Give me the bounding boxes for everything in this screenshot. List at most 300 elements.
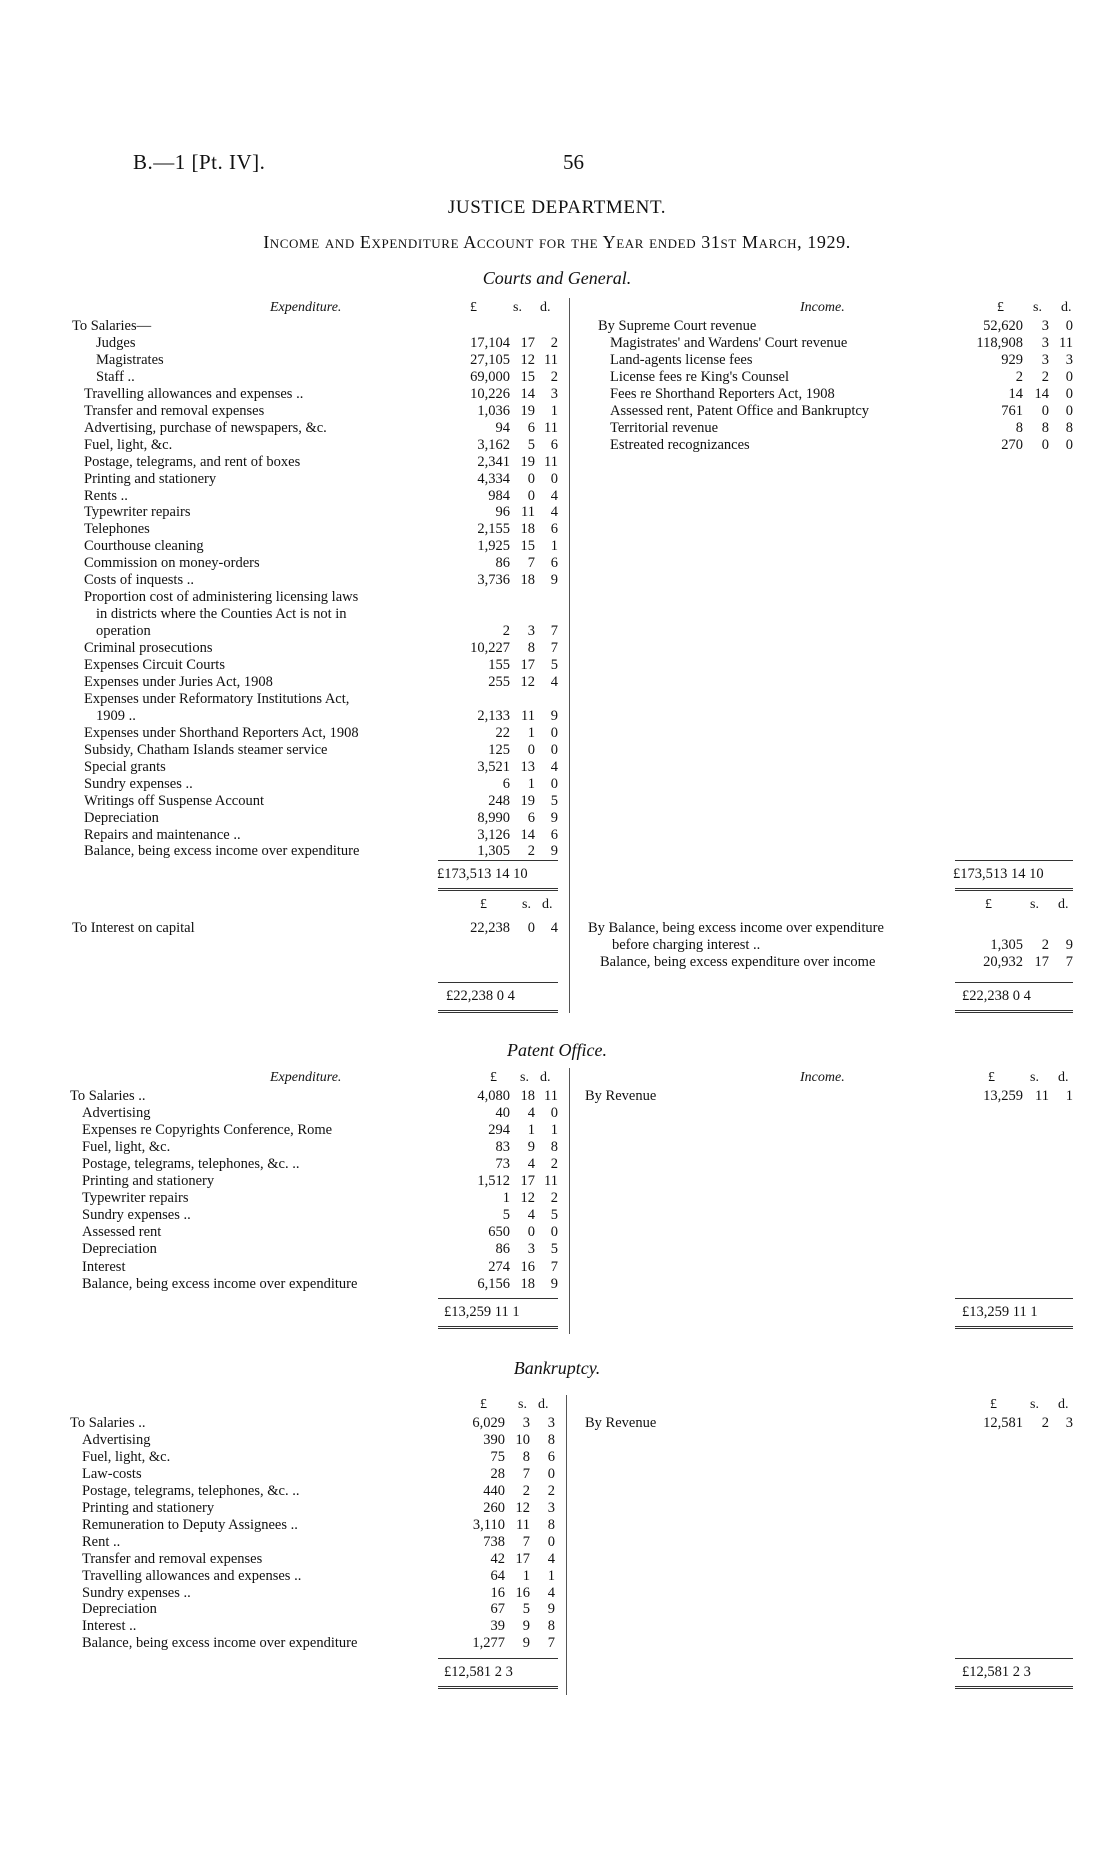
amount-pounds: 69,000 [470, 368, 510, 385]
amount-pence: 6 [547, 1448, 555, 1465]
income-shillings-col-head: s. [1030, 1397, 1039, 1412]
amount-pence: 8 [550, 1139, 558, 1156]
row-label: Depreciation [82, 1241, 157, 1258]
rule [955, 860, 1073, 861]
row-label: Balance, being excess expenditure over income [600, 953, 876, 970]
amount-pence: 7 [550, 1258, 558, 1275]
double-rule [438, 1010, 558, 1013]
row-label: Postage, telegrams, and rent of boxes [84, 453, 301, 470]
amount-shillings: 2 [1041, 1415, 1049, 1431]
row-label: To Salaries .. [70, 1415, 146, 1431]
amount-shillings: 9 [527, 1139, 535, 1156]
amount-shillings: 0 [527, 920, 535, 936]
shillings-col-head: s. [520, 1070, 529, 1085]
amount-shillings: 0 [527, 1224, 535, 1241]
income-row [0, 437, 1114, 454]
expenditure-row [0, 674, 1114, 691]
row-label: Courthouse cleaning [84, 538, 204, 555]
shillings-col-head: s. [1030, 897, 1039, 912]
amount-pence: 1 [1065, 1088, 1073, 1104]
row-label: Travelling allowances and expenses .. [84, 385, 304, 402]
amount-pence: 0 [1065, 385, 1073, 402]
amount-pounds: 42 [490, 1550, 505, 1567]
row-label: Criminal prosecutions [84, 640, 213, 657]
row-label: Interest .. [82, 1618, 137, 1635]
row-label: Balance, being excess income over expenditure [82, 1635, 358, 1652]
expenditure-row [0, 623, 1114, 640]
patent-inc-total: £13,259 11 1 [962, 1304, 1038, 1320]
row-label: Sundry expenses .. [82, 1207, 191, 1224]
income-shillings-col-head: s. [1033, 300, 1042, 315]
income-heading: Income. [800, 1070, 845, 1085]
expenditure-row [0, 708, 1114, 725]
account-subtitle: Income and Expenditure Account for the Year ended 31st March, 1929. [263, 232, 851, 252]
amount-pounds: 22 [495, 724, 510, 741]
amount-pounds: 255 [488, 673, 510, 690]
amount-pounds: 6,156 [477, 1275, 510, 1292]
pounds-col-head: £ [470, 300, 477, 315]
amount-pence: 3 [1065, 351, 1073, 368]
amount-pence: 6 [550, 436, 558, 453]
row-label: Rents .. [84, 487, 128, 504]
amount-pence: 3 [547, 1499, 555, 1516]
row-label: Interest [82, 1258, 126, 1275]
amount-shillings: 4 [527, 1207, 535, 1224]
amount-pounds: 2,155 [477, 521, 510, 538]
amount-shillings: 8 [1041, 419, 1049, 436]
expenditure-row [0, 1449, 1114, 1466]
amount-pounds: 270 [1001, 436, 1023, 453]
expenditure-row [0, 776, 1114, 793]
row-label: Fuel, light, &c. [82, 1448, 171, 1465]
amount-pounds: 22,238 [470, 920, 510, 936]
interest-inc-total: £22,238 0 4 [962, 988, 1031, 1004]
amount-pence: 1 [547, 1567, 555, 1584]
amount-shillings: 3 [1041, 334, 1049, 351]
income-row [0, 954, 1114, 971]
pounds-col-head: £ [480, 1397, 487, 1412]
amount-pounds: 67 [490, 1601, 505, 1618]
row-label: Typewriter repairs [82, 1190, 189, 1207]
amount-shillings: 1 [527, 775, 535, 792]
amount-pounds: 16 [490, 1584, 505, 1601]
amount-pounds: 390 [483, 1431, 505, 1448]
amount-pence: 7 [550, 623, 558, 640]
amount-shillings: 5 [522, 1601, 530, 1618]
amount-pounds: 83 [495, 1139, 510, 1156]
expenditure-row [0, 606, 1114, 623]
amount-pence: 0 [550, 741, 558, 758]
expenditure-row [0, 640, 1114, 657]
amount-pounds: 3,162 [477, 436, 510, 453]
amount-pounds: 20,932 [983, 953, 1023, 970]
row-label: Advertising [82, 1431, 151, 1448]
amount-shillings: 17 [520, 657, 535, 673]
amount-pence: 11 [544, 1088, 558, 1104]
row-label: Fees re Shorthand Reporters Act, 1908 [610, 385, 835, 402]
expenditure-row [0, 1601, 1114, 1618]
amount-shillings: 17 [520, 334, 535, 351]
amount-pounds: 86 [495, 1241, 510, 1258]
expenditure-row [0, 1122, 1114, 1139]
amount-shillings: 0 [527, 470, 535, 487]
rule [438, 982, 558, 983]
amount-pence: 6 [550, 555, 558, 572]
courts-exp-total: £173,513 14 10 [437, 866, 528, 882]
row-label: To Interest on capital [72, 920, 195, 936]
row-label: Travelling allowances and expenses .. [82, 1567, 302, 1584]
amount-pounds: 260 [483, 1499, 505, 1516]
amount-pounds: 1,305 [477, 843, 510, 860]
amount-pence: 9 [550, 572, 558, 589]
double-rule [438, 1326, 558, 1329]
expenditure-row [0, 1568, 1114, 1585]
expenditure-row [0, 725, 1114, 742]
amount-pounds: 75 [490, 1448, 505, 1465]
row-label: Rent .. [82, 1533, 121, 1550]
bankruptcy-inc-total: £12,581 2 3 [962, 1664, 1031, 1680]
amount-pounds: 5 [502, 1207, 510, 1224]
row-label: Costs of inquests .. [84, 572, 194, 589]
amount-pence: 8 [547, 1431, 555, 1448]
amount-pounds: 96 [495, 504, 510, 521]
amount-shillings: 0 [527, 741, 535, 758]
row-label: Magistrates [96, 351, 164, 368]
row-label: By Supreme Court revenue [598, 318, 757, 334]
amount-shillings: 15 [520, 538, 535, 555]
income-row [0, 920, 1114, 937]
row-label: Balance, being excess income over expenditure [82, 1275, 358, 1292]
amount-pence: 0 [550, 1224, 558, 1241]
expenditure-row [0, 572, 1114, 589]
row-label: Printing and stationery [82, 1499, 215, 1516]
amount-pounds: 4,334 [477, 470, 510, 487]
expenditure-row [0, 1173, 1114, 1190]
amount-pence: 4 [547, 1550, 555, 1567]
amount-shillings: 0 [1041, 436, 1049, 453]
row-label: Writings off Suspense Account [84, 792, 264, 809]
double-rule [955, 1686, 1073, 1689]
amount-pence: 5 [550, 1241, 558, 1258]
amount-pounds: 12,581 [983, 1415, 1023, 1431]
shillings-col-head: s. [518, 1397, 527, 1412]
expenditure-row [0, 1432, 1114, 1449]
section-title-bankruptcy: Bankruptcy. [513, 1358, 601, 1378]
amount-shillings: 15 [520, 368, 535, 385]
amount-shillings: 3 [527, 623, 535, 640]
amount-pounds: 2,133 [477, 707, 510, 724]
rule [438, 1298, 558, 1299]
amount-pence: 11 [544, 419, 558, 436]
row-label: Expenses under Reformatory Institutions Act, [84, 690, 350, 707]
row-label: Fuel, light, &c. [82, 1139, 171, 1156]
interest-exp-total: £22,238 0 4 [446, 988, 515, 1004]
amount-shillings: 11 [1035, 1088, 1049, 1104]
amount-pence: 11 [544, 351, 558, 368]
column-divider-courts [569, 298, 570, 1013]
row-label: By Revenue [585, 1415, 657, 1431]
amount-pounds: 73 [495, 1156, 510, 1173]
amount-pounds: 738 [483, 1533, 505, 1550]
section-title-patent: Patent Office. [507, 1040, 607, 1060]
double-rule [438, 1686, 558, 1689]
expenditure-row [0, 1534, 1114, 1551]
amount-pence: 6 [550, 521, 558, 538]
amount-pounds: 10,227 [470, 640, 510, 657]
amount-pence: 9 [1065, 936, 1073, 953]
amount-pounds: 1 [502, 1190, 510, 1207]
amount-shillings: 2 [522, 1482, 530, 1499]
amount-pence: 7 [547, 1635, 555, 1652]
amount-shillings: 1 [527, 724, 535, 741]
expenditure-row [0, 1635, 1114, 1652]
expenditure-row [0, 759, 1114, 776]
amount-shillings: 9 [522, 1635, 530, 1652]
double-rule [438, 888, 558, 891]
row-label: Proportion cost of administering licensing laws [84, 589, 359, 606]
amount-shillings: 16 [520, 1258, 535, 1275]
amount-pounds: 274 [488, 1258, 510, 1275]
row-label: Expenses under Shorthand Reporters Act, 1908 [84, 724, 359, 741]
rule [438, 860, 558, 861]
row-label: To Salaries— [72, 318, 152, 334]
amount-pence: 7 [550, 640, 558, 657]
amount-shillings: 17 [520, 1173, 535, 1190]
expenditure-heading: Expenditure. [270, 300, 342, 315]
row-label: License fees re King's Counsel [610, 368, 789, 385]
expenditure-row [0, 1517, 1114, 1534]
amount-shillings: 11 [521, 504, 535, 521]
row-label: Telephones [84, 521, 150, 538]
expenditure-row [0, 1618, 1114, 1635]
row-label: Balance, being excess income over expenditure [84, 843, 360, 860]
amount-shillings: 2 [527, 843, 535, 860]
pence-col-head: d. [540, 300, 551, 315]
expenditure-row [0, 1259, 1114, 1276]
pence-col-head: d. [538, 1397, 549, 1412]
amount-pence: 0 [1065, 368, 1073, 385]
amount-pence: 1 [550, 538, 558, 555]
amount-pence: 0 [550, 775, 558, 792]
amount-shillings: 9 [522, 1618, 530, 1635]
amount-pence: 0 [550, 470, 558, 487]
income-row [0, 420, 1114, 437]
expenditure-row [0, 657, 1114, 674]
amount-pence: 0 [547, 1533, 555, 1550]
row-label: operation [96, 623, 151, 640]
pounds-col-head: £ [490, 1070, 497, 1085]
expenditure-row [0, 488, 1114, 505]
income-row [0, 352, 1114, 369]
income-heading: Income. [800, 300, 845, 315]
amount-pence: 3 [1065, 1415, 1073, 1431]
amount-pounds: 2 [502, 623, 510, 640]
amount-shillings: 16 [515, 1584, 530, 1601]
amount-pounds: 1,277 [472, 1635, 505, 1652]
amount-shillings: 18 [520, 572, 535, 589]
amount-shillings: 4 [527, 1105, 535, 1122]
expenditure-row [0, 1207, 1114, 1224]
amount-pounds: 6,029 [472, 1415, 505, 1431]
expenditure-row [0, 793, 1114, 810]
amount-pounds: 1,925 [477, 538, 510, 555]
pence-col-head: d. [542, 897, 553, 912]
row-label: Territorial revenue [610, 419, 719, 436]
amount-shillings: 13 [520, 758, 535, 775]
amount-shillings: 11 [516, 1516, 530, 1533]
row-label: Transfer and removal expenses [84, 402, 265, 419]
expenditure-row [0, 1190, 1114, 1207]
amount-shillings: 19 [520, 792, 535, 809]
amount-pence: 11 [544, 1173, 558, 1190]
amount-pence: 8 [547, 1516, 555, 1533]
row-label: Sundry expenses .. [84, 775, 193, 792]
row-label: Magistrates' and Wardens' Court revenue [610, 334, 848, 351]
row-label: in districts where the Counties Act is not in [96, 606, 347, 623]
row-label: Advertising, purchase of newspapers, &c. [84, 419, 327, 436]
expenditure-row [0, 1551, 1114, 1568]
amount-pence: 4 [550, 758, 558, 775]
amount-pounds: 118,908 [976, 334, 1023, 351]
amount-pounds: 52,620 [983, 318, 1023, 334]
amount-pounds: 6 [502, 775, 510, 792]
expenditure-row [0, 1500, 1114, 1517]
amount-pounds: 86 [495, 555, 510, 572]
amount-pounds: 94 [495, 419, 510, 436]
row-label: Subsidy, Chatham Islands steamer service [84, 741, 328, 758]
column-divider-bankruptcy [566, 1395, 567, 1695]
expenditure-row [0, 538, 1114, 555]
amount-shillings: 8 [522, 1448, 530, 1465]
amount-pence: 0 [1065, 318, 1073, 334]
amount-pence: 1 [550, 402, 558, 419]
expenditure-row [0, 691, 1114, 708]
pence-col-head: d. [540, 1070, 551, 1085]
row-label: Remuneration to Deputy Assignees .. [82, 1516, 298, 1533]
report-reference: B.—1 [Pt. IV]. [133, 150, 266, 174]
income-pounds-col-head: £ [997, 300, 1004, 315]
expenditure-row [0, 843, 1114, 860]
row-label: Depreciation [82, 1601, 157, 1618]
expenditure-row [0, 1276, 1114, 1293]
row-label: Special grants [84, 758, 166, 775]
row-label: Sundry expenses .. [82, 1584, 191, 1601]
amount-pounds: 39 [490, 1618, 505, 1635]
amount-pence: 11 [1059, 334, 1073, 351]
expenditure-row [0, 555, 1114, 572]
amount-shillings: 5 [527, 436, 535, 453]
row-label: Transfer and removal expenses [82, 1550, 263, 1567]
expenditure-row [0, 454, 1114, 471]
income-pence-col-head: d. [1058, 1070, 1069, 1085]
amount-pence: 9 [550, 707, 558, 724]
row-label: Judges [96, 334, 136, 351]
row-label: Printing and stationery [84, 470, 217, 487]
amount-shillings: 14 [520, 826, 535, 843]
expenditure-row [0, 1585, 1114, 1602]
expenditure-row [0, 504, 1114, 521]
expenditure-row [0, 810, 1114, 827]
amount-pounds: 40 [495, 1105, 510, 1122]
amount-pounds: 2,341 [477, 453, 510, 470]
amount-pounds: 929 [1001, 351, 1023, 368]
shillings-col-head: s. [522, 897, 531, 912]
expenditure-row [0, 1241, 1114, 1258]
amount-pounds: 650 [488, 1224, 510, 1241]
income-pounds-col-head: £ [990, 1397, 997, 1412]
amount-shillings: 4 [527, 1156, 535, 1173]
amount-shillings: 7 [522, 1465, 530, 1482]
amount-pence: 2 [550, 334, 558, 351]
income-pounds-col-head: £ [988, 1070, 995, 1085]
amount-pence: 9 [550, 809, 558, 826]
amount-pounds: 27,105 [470, 351, 510, 368]
amount-pence: 0 [550, 724, 558, 741]
row-label: Estreated recognizances [610, 436, 750, 453]
amount-pence: 2 [550, 368, 558, 385]
amount-pounds: 155 [488, 657, 510, 673]
row-label: To Salaries .. [70, 1088, 146, 1104]
bankruptcy-exp-total: £12,581 2 3 [444, 1664, 513, 1680]
amount-shillings: 14 [520, 385, 535, 402]
amount-pence: 4 [550, 504, 558, 521]
amount-pounds: 248 [488, 792, 510, 809]
row-label: Depreciation [84, 809, 159, 826]
column-divider-patent [569, 1068, 570, 1334]
amount-pence: 0 [547, 1465, 555, 1482]
amount-pence: 2 [547, 1482, 555, 1499]
amount-shillings: 2 [1041, 368, 1049, 385]
amount-pence: 4 [550, 673, 558, 690]
amount-shillings: 3 [522, 1415, 530, 1431]
amount-pounds: 3,126 [477, 826, 510, 843]
row-label: Assessed rent [82, 1224, 162, 1241]
amount-pence: 8 [1065, 419, 1073, 436]
amount-pounds: 17,104 [470, 334, 510, 351]
amount-pence: 4 [550, 920, 558, 936]
amount-shillings: 6 [527, 809, 535, 826]
pounds-col-head: £ [480, 897, 487, 912]
amount-shillings: 1 [527, 1122, 535, 1139]
row-label: Commission on money-orders [84, 555, 260, 572]
amount-pence: 1 [550, 1122, 558, 1139]
expenditure-row [0, 589, 1114, 606]
amount-pounds: 8 [1015, 419, 1023, 436]
amount-pounds: 1,305 [990, 936, 1023, 953]
expenditure-row [0, 827, 1114, 844]
amount-pence: 5 [550, 657, 558, 673]
expenditure-row [0, 1105, 1114, 1122]
amount-pounds: 14 [1008, 385, 1023, 402]
amount-shillings: 12 [515, 1499, 530, 1516]
amount-pounds: 3,736 [477, 572, 510, 589]
amount-pence: 4 [550, 487, 558, 504]
amount-pence: 3 [547, 1415, 555, 1431]
amount-shillings: 3 [1041, 318, 1049, 334]
rule [955, 1658, 1073, 1659]
income-row [0, 386, 1114, 403]
row-label: Expenses under Juries Act, 1908 [84, 673, 273, 690]
expenditure-row [0, 1139, 1114, 1156]
amount-pounds: 10,226 [470, 385, 510, 402]
amount-pounds: 294 [488, 1122, 510, 1139]
expenditure-row [0, 742, 1114, 759]
income-shillings-col-head: s. [1030, 1070, 1039, 1085]
row-label: before charging interest .. [612, 936, 761, 953]
amount-shillings: 17 [1034, 953, 1049, 970]
double-rule [955, 888, 1073, 891]
amount-pounds: 28 [490, 1465, 505, 1482]
